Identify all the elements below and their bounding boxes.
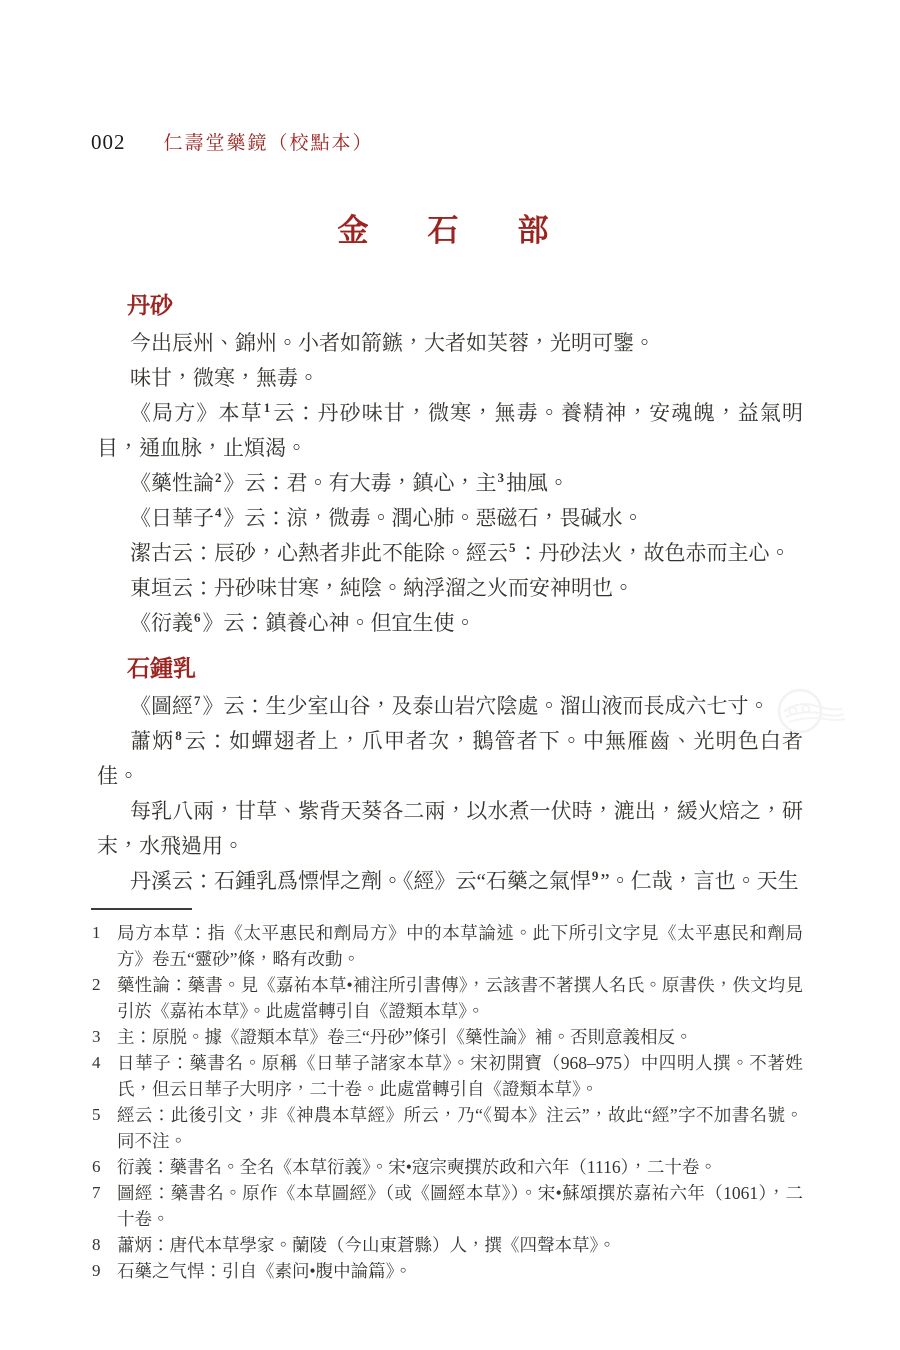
footnote-text: 石藥之气悍：引自《素问•腹中論篇》。: [117, 1261, 412, 1281]
section-title: 金 石 部: [337, 213, 563, 248]
footnote-separator: [91, 908, 192, 910]
entry-paragraph: 《衍義$^6$》云：鎮養心神。但宜生使。: [130, 610, 476, 635]
entries-container: [97, 286, 803, 899]
footnote-text: 圖經：藥書名。原作《本草圖經》（或《圖經本草》）。宋•蘇頌撰於嘉祐六年（1061），二十卷。: [117, 1183, 803, 1229]
page-number: 002: [91, 130, 126, 154]
footnote: [91, 1154, 803, 1180]
footnote-number: 7: [92, 1183, 101, 1202]
footnote-ref: 3: [497, 470, 504, 485]
entry-paragraph: 《局方》本草$^1$云：丹砂味甘，微寒，無毒。養精神，安魂魄，益氣明目，通血脉，止煩渴。: [97, 400, 804, 460]
book-title: 仁壽堂藥鏡（校點本）: [163, 133, 374, 154]
entry: [97, 649, 803, 899]
footnote-number: 3: [92, 1027, 101, 1046]
footnote-text: 經云：此後引文，非《神農本草經》所云，乃“《蜀本》注云”，故此“經”字不加書名號。同不注。: [117, 1105, 803, 1151]
footnote: [91, 920, 803, 972]
footnote-ref: 9: [591, 868, 599, 883]
footnote: [91, 1024, 803, 1050]
footnote-number: 1: [92, 923, 101, 942]
entry: [97, 286, 803, 641]
entry-heading: 石鍾乳: [127, 656, 196, 681]
footnote: [91, 1180, 803, 1232]
footnote: [91, 972, 803, 1024]
footnote: [91, 1050, 803, 1102]
footnote: [91, 1232, 803, 1258]
entry-paragraph: 今出辰州、錦州。小者如箭鏃，大者如芙蓉，光明可鑒。: [130, 331, 655, 355]
footnote-text: 主：原脱。據《證類本草》卷三“丹砂”條引《藥性論》補。否則意義相反。: [117, 1027, 693, 1047]
entry-paragraph: 丹溪云：石鍾乳爲慓悍之劑。《經》云“石藥之氣悍$^9$”。仁哉，言也。天生: [130, 868, 799, 893]
entry-paragraph: 《藥性論$^2$》云：君。有大毒，鎮心，主$^3$抽風。: [130, 470, 569, 495]
footnote-text: 蕭炳：唐代本草學家。蘭陵（今山東蒼縣）人，撰《四聲本草》。: [117, 1235, 616, 1255]
footnote-ref: 1: [263, 400, 271, 415]
footnote-ref: 4: [215, 505, 222, 520]
footnote-text: 局方本草：指《太平惠民和劑局方》中的本草論述。此下所引文字見《太平惠民和劑局方》卷五“靈砂”條，略有改動。: [117, 923, 803, 969]
footnote-number: 2: [92, 975, 101, 994]
running-header: [91, 128, 803, 155]
footnote-ref: 7: [194, 693, 201, 708]
footnote-number: 4: [92, 1053, 101, 1072]
footnote-ref: 2: [215, 470, 222, 485]
entry-paragraph: 味甘，微寒，無毒。: [130, 366, 319, 390]
footnote-ref: 6: [194, 610, 201, 625]
footnote-ref: 5: [509, 540, 516, 555]
footnote-text: 日華子：藥書名。原稱《日華子諸家本草》。宋初開寶（968–975）中四明人撰。不著姓氏，但云日華子大明序，二十卷。此處當轉引自《證類本草》。: [117, 1053, 803, 1099]
footnote-text: 衍義：藥書名。全名《本草衍義》。宋•寇宗奭撰於政和六年（1116），二十卷。: [117, 1157, 717, 1177]
footnote: [91, 1102, 803, 1154]
entry-paragraph: 東垣云：丹砂味甘寒，純陰。納浮溜之火而安神明也。: [130, 576, 634, 600]
entry-heading: 丹砂: [127, 293, 173, 318]
footnote: [91, 1258, 803, 1284]
footnote-number: 8: [92, 1235, 101, 1254]
footnote-number: 5: [92, 1105, 101, 1124]
footnote-ref: 8: [175, 728, 182, 743]
entry-paragraph: 《日華子$^4$》云：涼，微毒。潤心肺。惡磁石，畏碱水。: [130, 505, 644, 530]
entry-paragraph: 《圖經$^7$》云：生少室山谷，及泰山岩穴陰處。溜山液而長成六七寸。: [130, 693, 770, 718]
entry-paragraph: 蕭炳$^8$云：如蟬翅者上，爪甲者次，鵝管者下。中無雁齒、光明色白者佳。: [97, 728, 803, 788]
entry-paragraph: 潔古云：辰砂，心熱者非此不能除。經云$^5$：丹砂法火，故色赤而主心。: [130, 540, 791, 565]
footnote-text: 藥性論：藥書。見《嘉祐本草•補注所引書傳》，云該書不著撰人名氏。原書佚，佚文均見引於《嘉祐本草》。此處當轉引自《證類本草》。: [117, 975, 803, 1021]
footnote-number: 9: [92, 1261, 101, 1280]
entry-paragraph: 每乳八兩，甘草、紫背天葵各二兩，以水煮一伏時，漉出，緩火焙之，研末，水飛過用。: [97, 799, 803, 858]
footnote-number: 6: [92, 1157, 101, 1176]
footnotes-list: [91, 920, 803, 1284]
